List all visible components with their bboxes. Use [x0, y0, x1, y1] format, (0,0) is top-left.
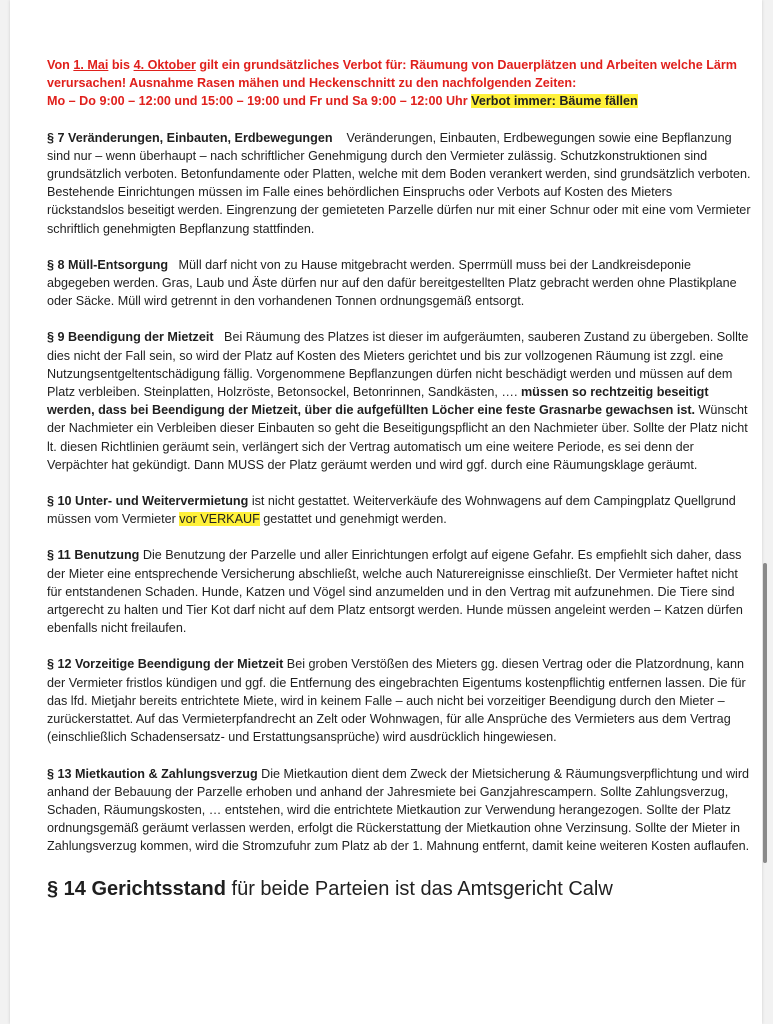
section-11-title: § 11 Benutzung [47, 548, 140, 563]
notice-date-end: 4. Oktober [133, 58, 196, 72]
section-7-text: Veränderungen, Einbauten, Erdbewegungen sowie eine Bepflanzung sind nur – wenn überhaupt – nach schriftlicher Genehmigung durch den Vermieter zulässig. Schutzkonstruktionen sind grundsätzlich verboten. Betonfundamente oder Platten, welche mit dem Boden verankert werden, sind grundsätzlich verboten. Bestehende Einrichtungen müssen im Falle eines behördlichen Einspruchs oder Verbots auf Kosten des Mieters rückstandslos beseitigt werden. Eingrenzung der gemieteten Parzelle dürfen nur mit einer Schnur oder mit eine vom Vermieter schriftlich genehmigten Bepflanzung stattfinden. [47, 130, 751, 236]
notice-highlight: Verbot immer: Bäume fällen [471, 94, 638, 109]
section-12-text: Bei groben Verstößen des Mieters gg. diesen Vertrag oder die Platzordnung, kann der Vermieter fristlos kündigen und ggf. die Entfernung des eingebrachten Eigentums kostenpflichtig entfernen lassen. Die für das lfd. Mietjahr bereits entrichtete Miete, wird in keinem Falle – auch nicht bei vorzeitiger Beendigung durch den Mieter – zurückerstattet. Auf das Vermieterpfandrecht an Zelt oder Wohnwagen, für alle Ansprüche des Vermieters aus dem Vertrag (einschließlich Schadensersatz- und Erstattungsansprüche) wird ausdrücklich hingewiesen. [47, 657, 746, 745]
section-13-title: § 13 Mietkaution & Zahlungsverzug [47, 766, 258, 781]
section-11 [47, 546, 752, 637]
section-10-highlight: vor VERKAUF [179, 512, 260, 527]
section-13 [47, 765, 752, 856]
document-content [47, 56, 752, 922]
section-14-title: § 14 Gerichtsstand [47, 877, 226, 900]
section-10-text-continued: gestattet und genehmigt werden. [263, 512, 447, 527]
scrollbar-thumb[interactable] [763, 563, 767, 863]
noise-notice [47, 56, 752, 111]
section-8-text: Müll darf nicht von zu Hause mitgebracht werden. Sperrmüll muss bei der Landkreisdeponie abgegeben werden. Gras, Laub und Äste dürfen nur auf den dafür bereitgestellten Platz gebracht werden ohne Plastikplane oder Säcke. Müll wird getrennt in den vorhandenen Tonnen ordnungsgemäß entsorgt. [47, 257, 737, 309]
section-10 [47, 492, 752, 528]
section-12 [47, 655, 752, 746]
section-13-text: Die Mietkaution dient dem Zweck der Mietsicherung & Räumungsverpflichtung und wird anhand der Bebauung der Parzelle erhoben und anhand der Jahresmiete bei Ganzjahrescampern. Sollte Zahlungsverzug, Schaden, Räumungskosten, … entstehen, wird die entrichtete Mietkaution zur Verwendung herangezogen. Sollte der Platz ordnungsgemäß geräumt verlassen werden, erfolgt die Rückerstattung der Mietkaution ohne Verzinsung. Sollte der Mieter in Zahlungsverzug kommen, wird die Stromzufuhr zum Platz ab der 1. Mahnung entfernt, damit keine weiteren Kosten auflaufen. [47, 766, 750, 854]
section-12-title: § 12 Vorzeitige Beendigung der Mietzeit [47, 657, 284, 672]
section-9-text: Bei Räumung des Platzes ist dieser im aufgeräumten, sauberen Zustand zu übergeben. Sollte dies nicht der Fall sein, so wird der Platz auf Kosten des Mieters gerichtet und bis zur vollzogenen Räumung ist zzgl. eine Nutzungsentgeltentschädigung fällig. Vorgenommene Bepflanzungen dürfen nicht beschädigt werden und müssen auf dem Platz verbleiben. Steinplatten, Holzröste, Betonsockel, Betonrinnen, Sandkästen, …. [47, 330, 749, 400]
section-10-text: ist nicht gestattet. Weiterverkäufe des Wohnwagens auf dem Campingplatz Quellgrund müssen vom Vermieter [47, 494, 736, 527]
section-10-title: § 10 Unter- und Weitervermietung [47, 494, 249, 509]
section-8 [47, 256, 752, 311]
section-9-title: § 9 Beendigung der Mietzeit [47, 330, 214, 345]
section-11-text: Die Benutzung der Parzelle und aller Einrichtungen erfolgt auf eigene Gefahr. Es empfiehlt sich daher, dass der Mieter eine entsprechende Versicherung abschließt, welche auch Naturereignisse einschließt. Der Vermieter haftet nicht für entstandenen Schaden. Hunde, Katzen und Vögel sind anzumelden und in den Vertrag mit aufzunehmen. Die Tiere sind artgerecht zu halten und Tier Kot darf nicht auf dem Platz entsorgt werden. Hunde müssen angeleint werden – Katzen dürfen ebenfalls nicht freilaufen. [47, 548, 743, 636]
notice-text: Von [47, 58, 74, 72]
notice-text: gilt ein grundsätzliches Verbot für: Räumung von Dauerplätzen und Arbeiten welche Lärm verursachen! Ausnahme Rasen mähen und Heckenschnitt zu den nachfolgenden Zeiten: [47, 58, 737, 91]
section-14-text: für beide Parteien ist das Amtsgericht Calw [231, 877, 613, 900]
section-9 [47, 328, 752, 474]
section-8-title: § 8 Müll-Entsorgung [47, 257, 169, 272]
notice-times: Mo – Do 9:00 – 12:00 und 15:00 – 19:00 und Fr und Sa 9:00 – 12:00 Uhr [47, 94, 468, 109]
document-page [10, 0, 762, 1024]
section-14 [47, 876, 752, 902]
section-7 [47, 129, 752, 238]
section-9-bold-text: müssen so rechtzeitig beseitigt werden, dass bei Beendigung der Mietzeit, über die aufgefüllten Löcher eine feste Grasnarbe gewachsen ist. [47, 385, 709, 418]
notice-text: bis [108, 58, 134, 72]
section-9-text-continued: Wünscht der Nachmieter ein Verbleiben dieser Einbauten so geht die Beseitigungspflicht an den Nachmieter über. Sollte der Platz nicht lt. diesen Richtlinien geräumt sein, verlängert sich der Vertrag automatisch um eine weitere Periode, es sei denn der Verpächter hat gekündigt. Dann MUSS der Platz geräumt werden und wird ggf. durch eine Räumungsklage geräumt. [47, 403, 748, 472]
notice-date-start: 1. Mai [73, 58, 109, 72]
section-7-title: § 7 Veränderungen, Einbauten, Erdbewegungen [47, 130, 333, 145]
